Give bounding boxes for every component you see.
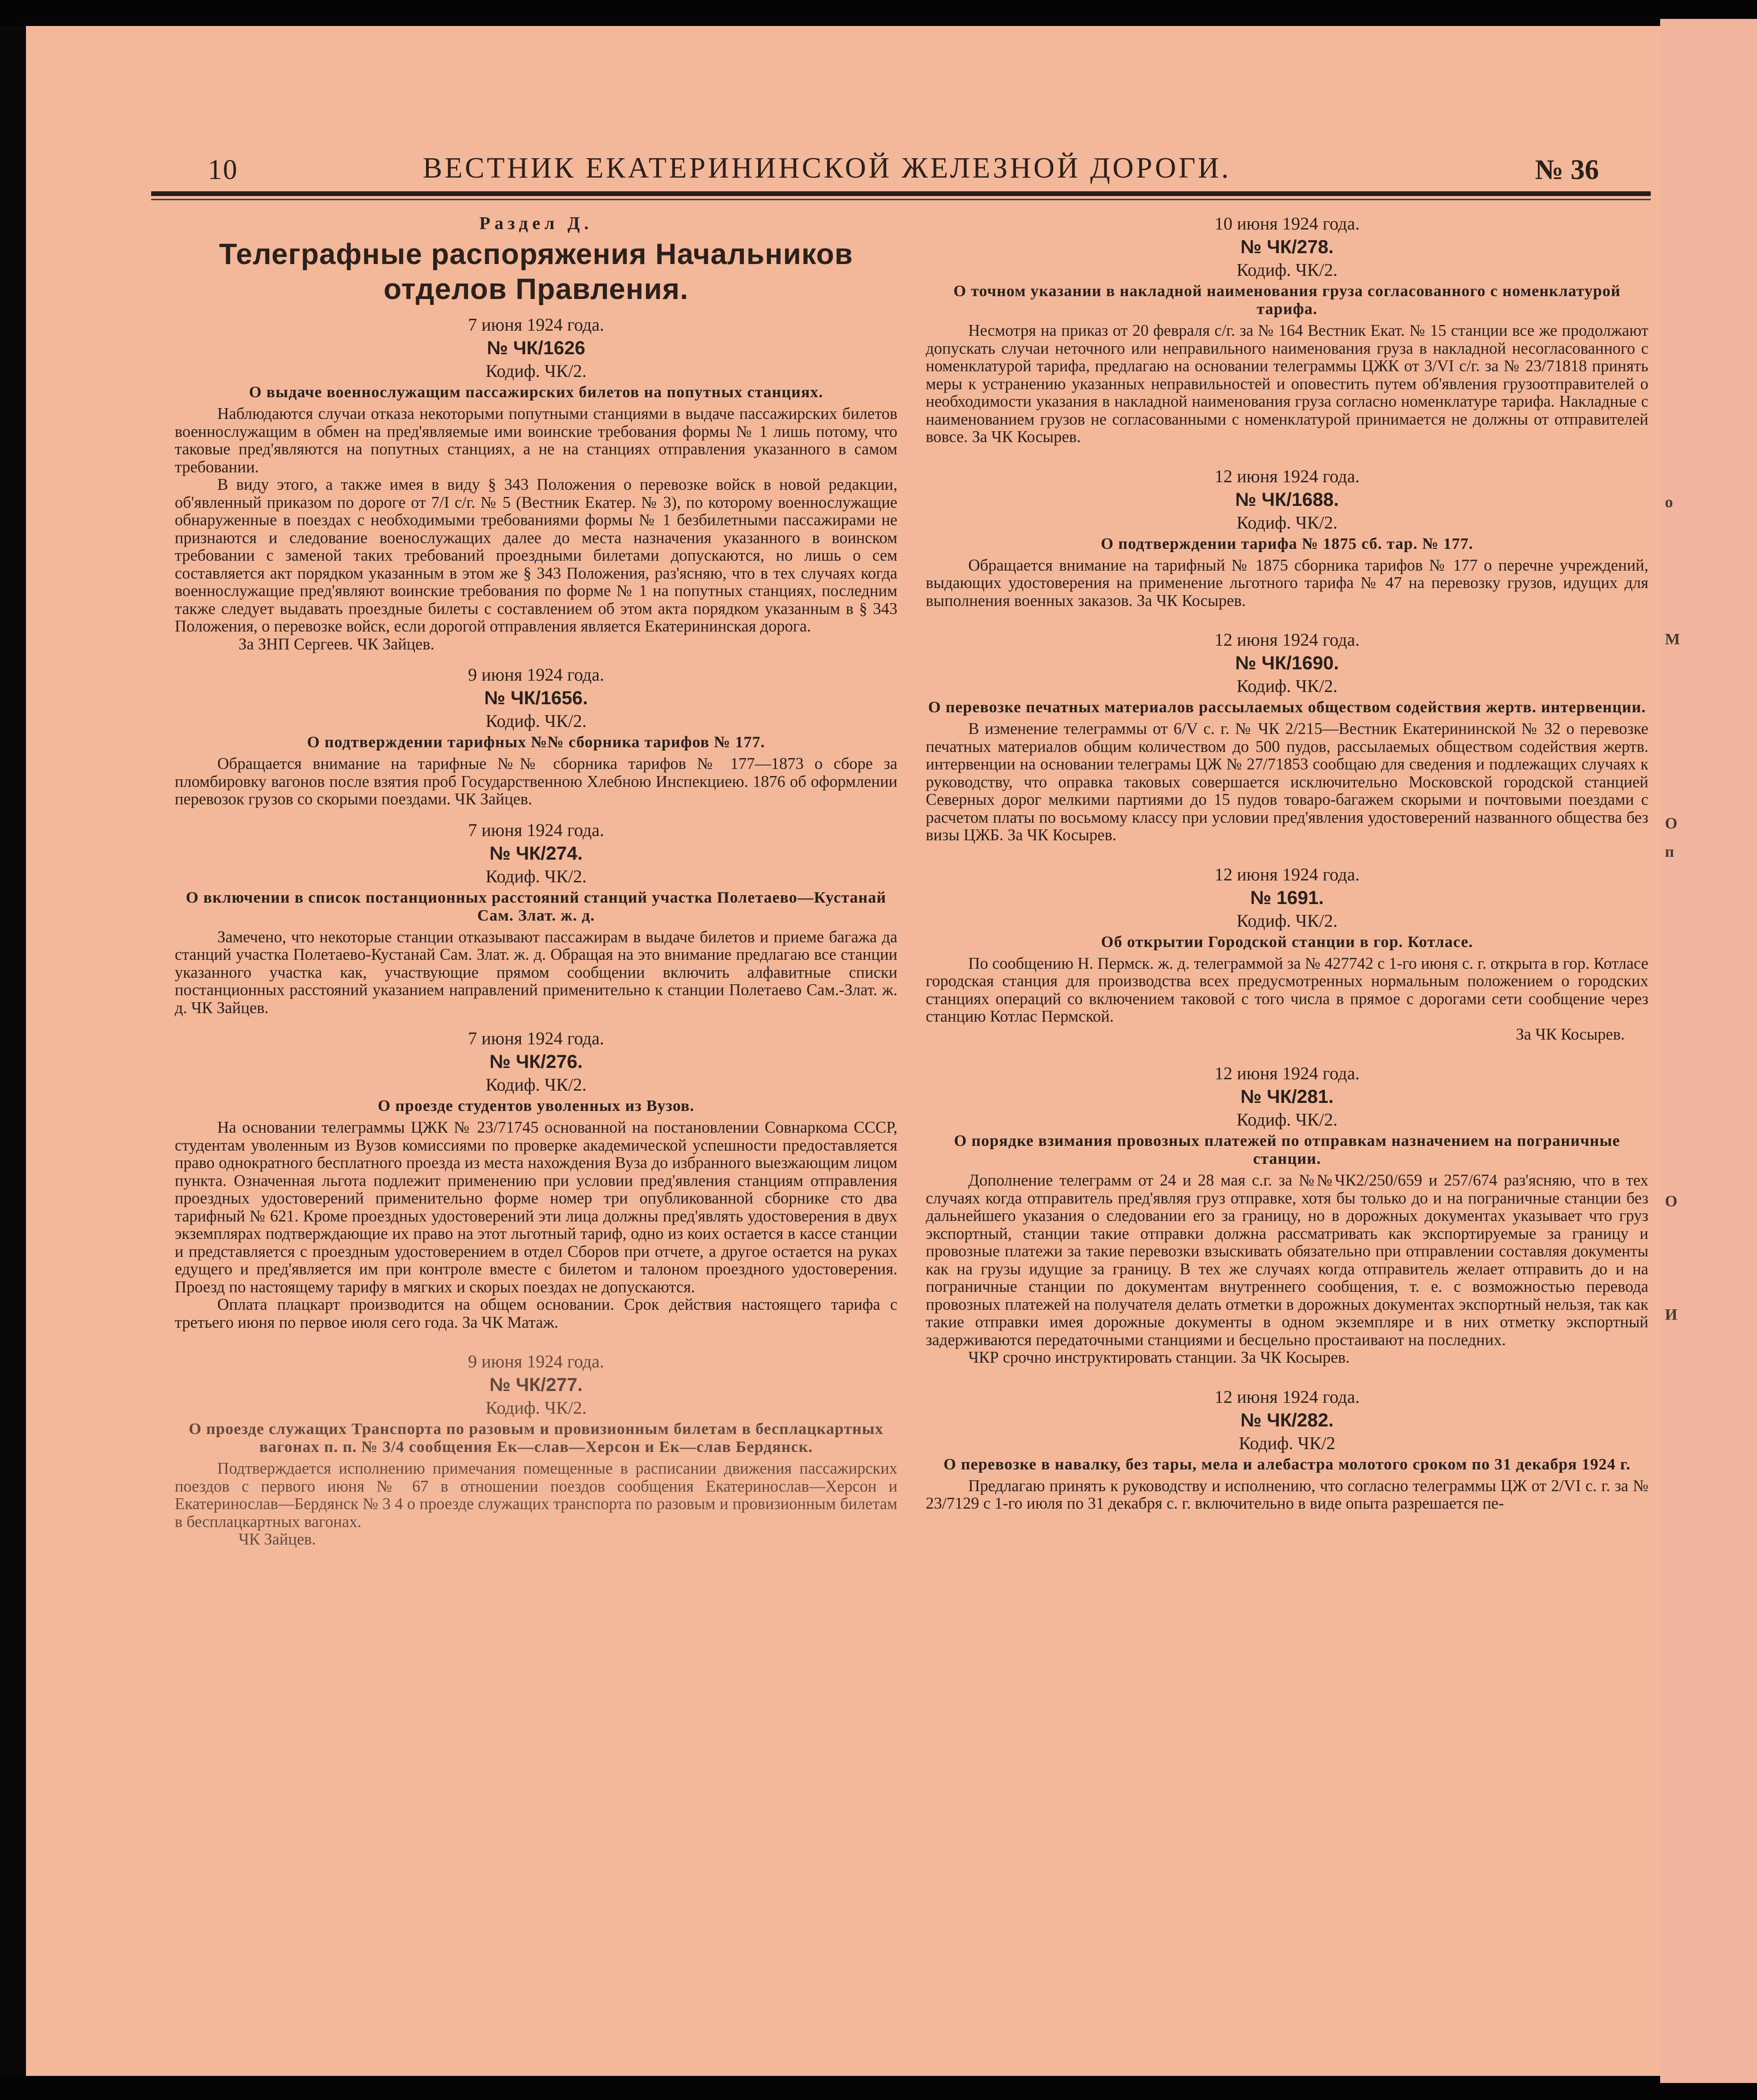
- entry-paragraph: Несмотря на приказ от 20 февраля с/г. за № 164 Вестник Екат. № 15 станции все же продолжают допускать случаи неточного или неправильного наименования груза в накладной несогласованного с номенклатурой тарифа, предлагаю на основании телеграммы ЦЖК от 3/VI с/г. за № 23/71818 принять меры к устранению указанных неправильностей и оповестить путем об'явления грузоотправителей о необходимости указания в накладной наименования груза согласно номенклатуре тарифа. Накладные с наименованием грузов не согласованными с номенклатурой принимается не должны от отправителей вовсе. За ЧК Косырев.: [926, 322, 1648, 446]
- left-column: [175, 213, 897, 1549]
- entry-date: 7 июня 1924 года.: [468, 1029, 605, 1049]
- entry-body: [175, 405, 897, 636]
- scan-left-edge: [0, 26, 26, 2076]
- entry-body: [926, 322, 1648, 446]
- entry-date: 9 июня 1924 года.: [468, 1352, 605, 1372]
- fragment-letter: о: [1665, 494, 1673, 511]
- entry-body: [175, 929, 897, 1017]
- entry-body: [175, 755, 897, 809]
- entry-paragraph: Обращается внимание на тарифные №№ сборника тарифов № 177—1873 о сборе за пломбировку вагонов после взятия проб Государственною Хлебною Инспекциею. 1876 об оформлении перевозок грузов со скорыми поездами. ЧК Зайцев.: [175, 755, 897, 808]
- entry-body: [926, 557, 1648, 610]
- entry-date: 10 июня 1924 года.: [1214, 214, 1360, 234]
- entry-body: [175, 1119, 897, 1332]
- entry-number: № ЧК/1690.: [1235, 653, 1339, 674]
- entry-paragraph: Обращается внимание на тарифный № 1875 сборника тарифов № 177 о перечне учреждений, выдающих удостоверения на применение льготного тарифа № 47 на перевозку грузов, идущих для выполнения военных заказов. За ЧК Косырев.: [926, 556, 1648, 610]
- entry-paragraph: Предлагаю принять к руководству и исполнению, что согласно телеграммы ЦЖ от 2/VI с. г. за № 23/7129 с 1-го июля по 31 декабря с. г. включительно в виде опыта разрешается пе-: [926, 1477, 1648, 1512]
- entry-date: 7 июня 1924 года.: [468, 315, 605, 335]
- fragment-letter: О: [1665, 1193, 1678, 1210]
- telegram-entry: [926, 863, 1648, 1044]
- entry-paragraph: На основании телеграммы ЦЖК № 23/71745 основанной на постановлении Совнаркома СССР, студентам уволенным из Вузов комиссиями по проверке академической успешности предоставляется право однократного бесплатного проезда из места нахождения Вуза до избранного выезжающим лицом пункта. Означенная льгота подлежит применению при условии пред'явления станциям отправления проездных удостоверений применительно форме номер три опубликованной сборнике сто два тарифный № 621. Кроме проездных удостоверений эти лица должны пред'являть удостоверения в двух экземплярах подтверждающие их право на этот льготный тариф, одно из коих остается в кассе станции и представляется с проездным удостоверением в отдел Сборов при отчете, а другое остается на руках едущего и пред'является им при контроле вместе с билетом и талоном проездного удостоверения. Проезд по настоящему тарифу в мягких и скорых поездах не допускаются.: [175, 1118, 897, 1296]
- masthead-title: ВЕСТНИК ЕКАТЕРИНИНСКОЙ ЖЕЛЕЗНОЙ ДОРОГИ.: [423, 152, 1231, 184]
- telegram-entry: [175, 314, 897, 653]
- telegram-entry: [926, 1062, 1648, 1367]
- entry-number: № ЧК/274.: [489, 843, 583, 864]
- entry-body: [926, 1172, 1648, 1367]
- entry-date: 12 июня 1924 года.: [1214, 630, 1360, 650]
- entry-body: [926, 955, 1648, 1026]
- section-title: Телеграфные распоряжения Начальников отделов Правления.: [219, 238, 853, 306]
- entry-paragraph: Наблюдаются случаи отказа некоторыми попутными станциями в выдаче пассажирских билетов военнослужащим в обмен на пред'являемые ими воинские требования формы № 1 лишь потому, что таковые пред'являются на попутных станциях, а не на станциях отправления указанного в самом требовании.: [175, 405, 897, 476]
- fragment-letter: М: [1665, 631, 1680, 648]
- entry-signature: За ЗНП Сергеев. ЧК Зайцев.: [239, 635, 435, 653]
- entry-code: Кодиф. ЧК/2.: [1237, 260, 1338, 280]
- entry-paragraph: Подтверждается исполнению примечания помещенные в расписании движения пассажирских поездов с первого июня № 67 в отношении поездов сообщения Екатеринослав—Херсон и Екатеринослав—Бердянск № 3 4 о проезде служащих транспорта по разовым и провизионным билетам в бесплацкартных вагонах.: [175, 1460, 897, 1531]
- entry-title: О перевозке печатных материалов рассылаемых обществом содействия жертв. интервенции.: [928, 699, 1646, 716]
- entry-number: № ЧК/1688.: [1235, 489, 1339, 510]
- entry-paragraph: Оплата плацкарт производится на общем основании. Срок действия настоящего тарифа с третьего июня по первое июля сего года. За ЧК Матаж.: [175, 1296, 897, 1332]
- header-rule: [151, 191, 1651, 196]
- entry-code: Кодиф. ЧК/2.: [486, 866, 587, 887]
- entry-paragraph: В изменение телеграммы от 6/V с. г. № ЧК 2/215—Вестник Екатерининской № 32 о перевозке печатных материалов общим количеством до 500 пудов, рассылаемых обществом содействия жертв. интервенции на основании телеграмы ЦЖ № 27/71853 сообщаю для сведения и подлежащих случаях к руководству, что оправка таковых совершается исключительно Московской городской станцией Северных дорог мелкими партиями до 15 пудов товаро-багажем скорыми и почтовыми поездами с расчетом платы по восьмому классу при условии пред'явления удостоверений названного общества без визы ЦЖБ. За ЧК Косырев.: [926, 720, 1648, 844]
- issue-number: № 36: [1535, 154, 1599, 185]
- entry-code: Кодиф. ЧК/2.: [1237, 1110, 1338, 1130]
- telegram-entry: [926, 1386, 1648, 1513]
- entry-date: 9 июня 1924 года.: [468, 665, 605, 685]
- entry-paragraph: Замечено, что некоторые станции отказывают пассажирам в выдаче билетов и приеме багажа да станций участка Полетаево-Кустанай Сам. Злат. ж. д. Обращая на это внимание предлагаю все станции указанного участка как, участвующие прямом сообщении включить алфавитные списки постанционных расстояний указанием направлений применительно к станции Полетаево Сам.-Злат. ж. д. ЧК Зайцев.: [175, 928, 897, 1017]
- entry-title: О проезде студентов уволенных из Вузов.: [377, 1097, 695, 1115]
- entry-number: № ЧК/278.: [1240, 237, 1334, 257]
- entry-title: О порядке взимания провозных платежей по отправкам назначением на пограничные станции.: [954, 1132, 1621, 1168]
- telegram-entry: [926, 213, 1648, 446]
- entry-body: [926, 1477, 1648, 1513]
- right-column: [926, 213, 1648, 1513]
- telegram-entry: [175, 819, 897, 1017]
- next-page-fragment: [1660, 19, 1757, 2083]
- entry-title: О включении в список постанционных расстояний станций участка Полетаево—Кустанай Сам. Злат. ж. д.: [186, 888, 887, 924]
- entry-number: № ЧК/1656.: [484, 688, 588, 709]
- entry-title: О подтверждении тарифных №№ сборника тарифов № 177.: [307, 734, 765, 751]
- telegram-entry: [926, 465, 1648, 610]
- fragment-letter: И: [1665, 1306, 1678, 1323]
- fragment-letter: О: [1665, 815, 1678, 832]
- entry-code: Кодиф. ЧК/2.: [486, 711, 587, 731]
- entry-code: Кодиф. ЧК/2: [1238, 1433, 1336, 1453]
- telegram-entry: [175, 664, 897, 809]
- entry-title: О проезде служащих Транспорта по разовым и провизионным билетам в бесплацкартных вагонах п. п. № 3/4 сообщения Ек—слав—Херсон и Ек—слав Бердянск.: [188, 1420, 884, 1456]
- entry-body: [175, 1460, 897, 1531]
- entry-code: Кодиф. ЧК/2.: [486, 1075, 587, 1095]
- entry-number: № ЧК/276.: [489, 1051, 583, 1072]
- entry-number: № ЧК/282.: [1240, 1409, 1334, 1431]
- entry-title: О выдаче военнослужащим пассажирских билетов на попутных станциях.: [249, 384, 823, 401]
- entry-signature: За ЧК Косырев.: [1516, 1025, 1625, 1043]
- entry-paragraph: Дополнение телеграмм от 24 и 28 мая с.г. за №№ЧК2/250/659 и 257/674 раз'ясняю, что в тех случаях когда отправитель пред'являя груз отправке, хотя бы только до и на пограничные станции без дальнейшего указания о следовании его за границу, но в дорожных документах указывает что груз экспортный, станции такие отправки должна рассматривать как экспортируемые за границу и провозные платежи за такие перевозки взыскивать обязательно при отправлении составляя документы как на грузы идущие за границу. В тех же случаях когда отправитель желает отправить до и на пограничные станции по документам внутреннего сообщения, т. е. с возможностью перевода провозных платежей на получателя делать отметки в дорожных документах экспортный нельзя, так как такие отправки имея дорожные документы в одном экземпляре и в них отметку экспортный задерживаются передаточными станциями и бесцельно простаивают на последних.: [926, 1171, 1648, 1349]
- entry-body: [926, 720, 1648, 845]
- entry-signature: ЧК Зайцев.: [239, 1530, 316, 1548]
- telegram-entry: [926, 629, 1648, 845]
- page-header: [151, 154, 1651, 191]
- entry-title: О точном указании в накладной наименования груза согласованного с номенклатурой тарифа.: [953, 282, 1621, 318]
- entry-number: № ЧК/281.: [1240, 1086, 1334, 1107]
- newspaper-page: [26, 26, 1660, 2076]
- entry-paragraph: По сообщению Н. Пермск. ж. д. телеграммой за № 427742 с 1-го июня с. г. открыта в гор. Котласе городская станция для производства всех предусмотренных нормальным положением о городских станциях операций со включением таковой с того числа в прямое с дорогами сети сообщение через станцию Котлас Пермской.: [926, 954, 1648, 1025]
- entry-number: № ЧК/277.: [489, 1374, 583, 1395]
- entry-number: № ЧК/1626: [486, 338, 586, 359]
- entry-date: 12 июня 1924 года.: [1214, 1064, 1360, 1084]
- telegram-entry: [175, 1350, 897, 1549]
- entry-date: 12 июня 1924 года.: [1214, 1387, 1360, 1407]
- telegram-entry: [175, 1027, 897, 1332]
- entry-date: 12 июня 1924 года.: [1214, 466, 1360, 487]
- entry-code: Кодиф. ЧК/2.: [486, 361, 587, 381]
- entry-paragraph: В виду этого, а также имея в виду § 343 Положения о перевозке войск в новой редакции, об'явленный приказом по дороге от 7/I с/г. № 5 (Вестник Екатер. № 3), по которому военнослужащие обнаруженные в поездах с необходимыми требованиями формы № 1 безбилетными пассажирами не признаются и следование военослужащих далее до места назначения указанного в воинском требовании с заменой таких требований проездными билетами допускаются, но лишь о сем составляется акт порядком указанным в этом же § 343 Положения, раз'ясняю, что в тех случаях когда военнослужащие пред'являют воинские требования по форме № 1 на попутных станциях, последним также следует выдавать проездные билеты с составлением об этом акта порядком указанным в § 343 Положения, о перевозке войск, если дорогой отправления является Екатерининская дорога.: [175, 476, 897, 635]
- entry-code: Кодиф. ЧК/2.: [1237, 911, 1338, 931]
- fragment-letter: п: [1665, 843, 1674, 861]
- entry-date: 12 июня 1924 года.: [1214, 864, 1360, 885]
- section-label: Раздел Д.: [479, 213, 593, 233]
- entry-number: № 1691.: [1250, 887, 1324, 908]
- entry-date: 7 июня 1924 года.: [468, 820, 605, 840]
- entry-paragraph: ЧКР срочно инструктировать станции. За ЧК Косырев.: [968, 1349, 1350, 1366]
- entry-title: Об открытии Городской станции в гор. Котласе.: [1101, 933, 1473, 951]
- page-number: 10: [208, 154, 238, 185]
- entry-title: О подтверждении тарифа № 1875 сб. тар. № 177.: [1100, 535, 1474, 553]
- header-rule-thin: [151, 199, 1651, 200]
- entry-code: Кодиф. ЧК/2.: [1237, 512, 1338, 533]
- entry-title: О перевозке в навалку, без тары, мела и алебастра молотого сроком по 31 декабря 1924 г.: [943, 1455, 1631, 1473]
- entry-code: Кодиф. ЧК/2.: [1237, 676, 1338, 696]
- entry-code: Кодиф. ЧК/2.: [486, 1398, 587, 1418]
